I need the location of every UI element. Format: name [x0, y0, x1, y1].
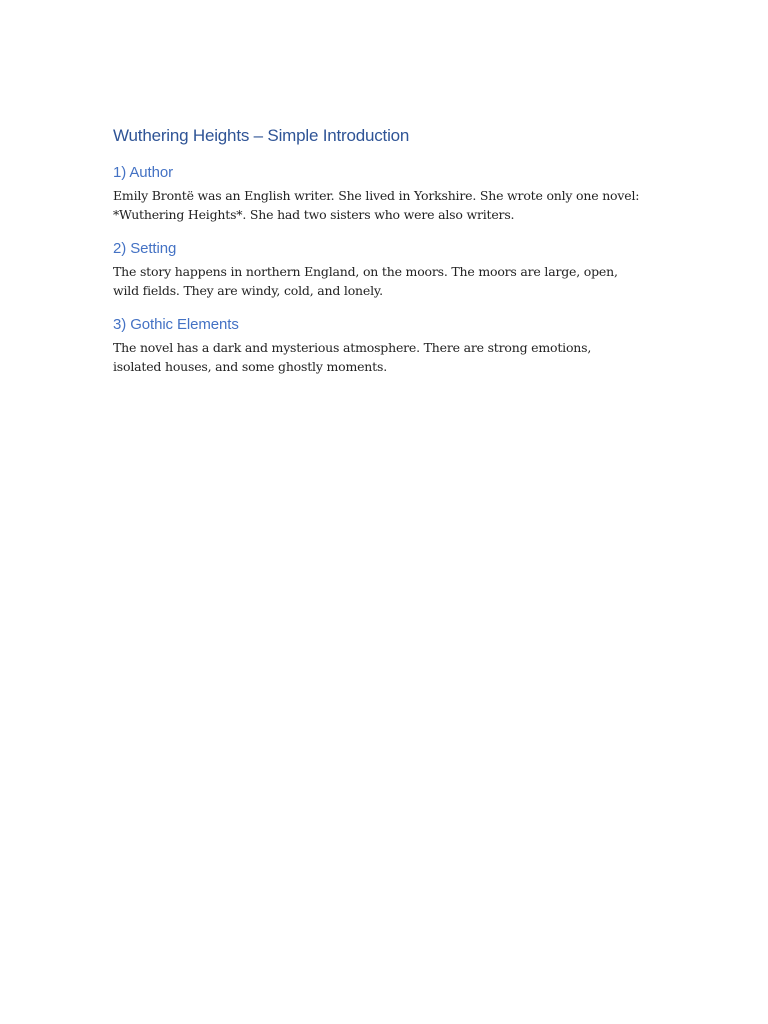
section-body-author: Emily Brontë was an English writer. She lived in Yorkshire. She wrote only one novel: *Wuthering Heights*. She had two sisters who were also writers.	[113, 188, 640, 222]
section-setting	[113, 239, 643, 300]
section-body-gothic-elements: The novel has a dark and mysterious atmosphere. There are strong emotions, isolated houses, and some ghostly moments.	[113, 340, 592, 374]
section-author	[113, 163, 643, 224]
document-title: Wuthering Heights – Simple Introduction	[113, 126, 410, 145]
document-content	[113, 124, 643, 391]
section-gothic-elements	[113, 315, 643, 376]
section-heading-setting: 2) Setting	[113, 240, 177, 257]
section-heading-gothic-elements: 3) Gothic Elements	[113, 316, 239, 333]
section-heading-author: 1) Author	[113, 164, 173, 181]
section-body-setting: The story happens in northern England, on the moors. The moors are large, open, wild fields. They are windy, cold, and lonely.	[113, 264, 618, 298]
